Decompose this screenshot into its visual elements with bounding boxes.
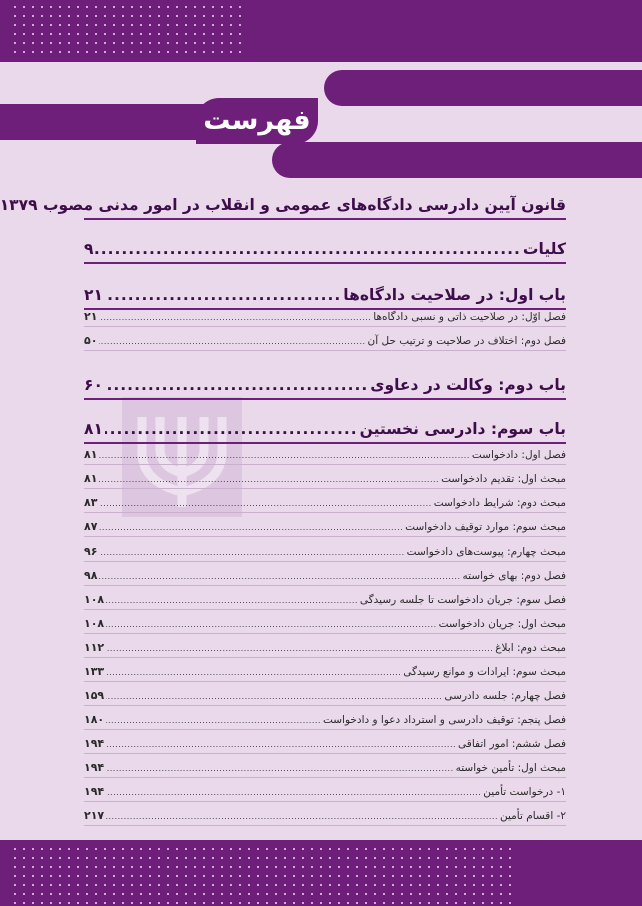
toc-page-number: ۱۹۴: [84, 785, 105, 798]
toc-page-number: ۱۹۴: [84, 761, 105, 774]
dot-leader: [106, 668, 401, 677]
toc-label: مبحث اول: جریان دادخواست: [438, 618, 566, 630]
toc-row: [84, 545, 566, 562]
dot-leader: [106, 764, 453, 773]
toc-page-number: ۲۱: [84, 310, 98, 323]
dot-leader: [106, 692, 442, 701]
dot-leader: [106, 596, 358, 605]
toc-row: [84, 520, 566, 537]
toc-row: [84, 761, 566, 778]
toc-page-number: ۱۰۸: [84, 593, 105, 606]
heading-underline: [84, 442, 566, 444]
dot-leader: [99, 337, 365, 346]
top-dots: [14, 6, 241, 53]
toc-page-number: ۸۱: [84, 472, 98, 485]
toc-heading-row: [84, 420, 566, 442]
dot-leader: [106, 740, 456, 749]
toc-page-number: ۱۱۲: [84, 641, 105, 654]
toc-page-number: ۸۷: [84, 520, 98, 533]
toc-page-number: ۱۸۰: [84, 713, 105, 726]
dot-leader: [99, 572, 460, 581]
toc-heading-row: [84, 286, 566, 308]
heading-underline: [84, 218, 566, 220]
toc-label: مبحث چهارم: پیوست‌های دادخواست: [406, 546, 566, 558]
toc-label: مبحث اول: تأمین خواسته: [455, 762, 566, 774]
toc-heading-row: [84, 240, 566, 262]
toc-label: مبحث اول: تقدیم دادخواست: [441, 473, 566, 485]
toc-page-number: ۱۰۸: [84, 617, 105, 630]
toc-page-number: ۲۱: [84, 286, 103, 304]
toc-label: مبحث دوم: ابلاغ: [495, 642, 566, 654]
header-decor-bar-bottom: [272, 142, 642, 178]
toc-label: فصل اوّل: در صلاحیت ذاتی و نسبی دادگاه‌ها: [373, 311, 566, 323]
toc-row: [84, 737, 566, 754]
toc-label: فصل ششم: امور اتفاقی: [458, 738, 566, 750]
toc-label: فصل چهارم: جلسه دادرسی: [444, 690, 566, 702]
dot-leader: [99, 475, 439, 484]
toc-heading-row: [0, 196, 566, 218]
toc-label: باب اول: در صلاحیت دادگاه‌ها: [343, 286, 566, 304]
toc-page-number: ۸۳: [84, 496, 98, 509]
bottom-dots: [14, 848, 511, 904]
heading-underline: [84, 262, 566, 264]
dot-leader: [106, 620, 436, 629]
toc-label: باب سوم: دادرسی نخستین: [359, 420, 566, 438]
toc-page-number: ۵۰: [84, 334, 98, 347]
toc-page-number: ۲۱۷: [84, 809, 105, 822]
toc-page-number: ۱۳۳: [84, 665, 105, 678]
toc-label: مبحث سوم: موارد توقیف دادخواست: [405, 521, 566, 533]
toc-row: [84, 593, 566, 610]
toc-row: [84, 689, 566, 706]
toc-page-number: ۱۹۴: [84, 737, 105, 750]
toc-row: [84, 713, 566, 730]
dot-leader: [106, 716, 321, 725]
toc-page-number: ۹: [84, 240, 94, 258]
toc-label: مبحث سوم: ایرادات و موانع رسیدگی: [403, 666, 566, 678]
toc-label: قانون آیین دادرسی دادگاه‌های عمومی و انقلاب در امور مدنی مصوب ۱۳۷۹: [0, 196, 566, 214]
dot-leader: [99, 451, 469, 460]
heading-underline: [84, 398, 566, 400]
toc-label: ۱- درخواست تأمین: [483, 786, 566, 798]
dot-leader: [105, 376, 368, 394]
dot-leader: [99, 523, 403, 532]
dot-leader: [106, 812, 498, 821]
toc-row: [84, 472, 566, 489]
toc-row: [84, 448, 566, 465]
dot-leader: [106, 788, 481, 797]
toc-label: مبحث دوم: شرایط دادخواست: [433, 497, 566, 509]
dot-leader: [105, 420, 358, 438]
toc-page-number: ۱۵۹: [84, 689, 105, 702]
dot-leader: [99, 548, 404, 557]
toc-label: فصل دوم: اختلاف در صلاحیت و ترتیب حل آن: [367, 335, 566, 347]
toc-page-number: ۸۱: [84, 448, 98, 461]
toc-row: [84, 617, 566, 634]
dot-leader: [99, 499, 431, 508]
toc-row: [84, 785, 566, 802]
toc-row: [84, 665, 566, 682]
toc-label: فصل دوم: بهای خواسته: [462, 570, 566, 582]
toc-row: [84, 569, 566, 586]
toc-page-number: ۶۰: [84, 376, 103, 394]
toc-row: [84, 334, 566, 351]
dot-leader: [95, 240, 520, 258]
toc-page-number: ۸۱: [84, 420, 103, 438]
toc-row: [84, 496, 566, 513]
toc-label: فصل اول: دادخواست: [471, 449, 566, 461]
toc-label: باب دوم: وکالت در دعاوی: [370, 376, 566, 394]
toc-row: [84, 641, 566, 658]
toc-row: [84, 809, 566, 826]
header-decor-bar-top: [324, 70, 642, 106]
toc-label: فصل پنجم: توقیف دادرسی و استرداد دعوا و دادخواست: [322, 714, 566, 726]
toc-row: [84, 310, 566, 327]
toc-page-number: ۹۶: [84, 545, 98, 558]
toc-heading-row: [84, 376, 566, 398]
dot-leader: [105, 286, 341, 304]
toc-label: فصل سوم: جریان دادخواست تا جلسه رسیدگی: [359, 594, 566, 606]
toc-label: ۲- اقسام تأمین: [499, 810, 566, 822]
toc-label: کلیات: [522, 240, 566, 258]
toc-page-number: ۹۸: [84, 569, 98, 582]
page-title: فهرست: [203, 105, 311, 136]
dot-leader: [106, 644, 493, 653]
dot-leader: [99, 313, 371, 322]
